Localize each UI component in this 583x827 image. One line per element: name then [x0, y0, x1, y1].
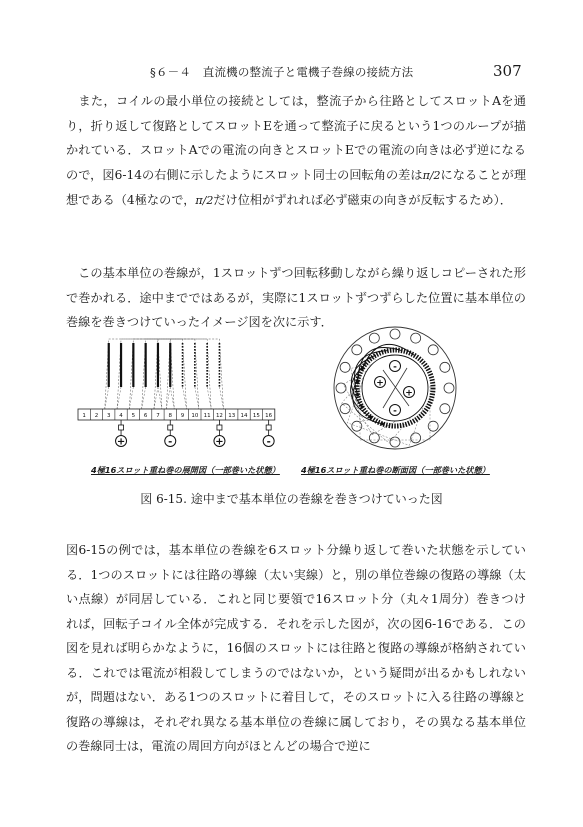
- polarity-sign: -: [266, 436, 271, 448]
- page-number: 307: [493, 62, 522, 80]
- conductor-dot: [380, 422, 383, 425]
- stator-pole: [428, 345, 438, 355]
- lead-wire: [183, 387, 187, 409]
- developed-view-caption: 4極16スロット重ね巻の展開図（一部巻いた状態）: [91, 465, 280, 475]
- fraction-pi-over-2: π/2: [422, 168, 441, 182]
- slot-number: 12: [215, 413, 223, 419]
- stator-pole: [336, 383, 346, 393]
- brush-icon: [119, 425, 124, 430]
- slot-number: 3: [107, 413, 111, 419]
- stator-pole: [428, 421, 438, 431]
- figure-caption: 図 6-15. 途中まで基本単位の巻線を巻きつけていった図: [140, 492, 443, 506]
- stator-pole: [390, 329, 400, 339]
- paragraph-1-part1: また，コイルの最小単位の接続としては，整流子から往路としてスロットAを通り，折り返して復路としてスロットEを通って整流子に戻るという1つのループが描かれている．スロットAでの電流の向きとスロットEでの電流の向きは必ず逆になるので，図6-14の右側に示したようにスロット同士の回転角の差は: [66, 94, 526, 182]
- cross-section-diagram: [334, 327, 456, 449]
- slot-number: 6: [143, 413, 148, 419]
- lead-wire: [158, 387, 162, 409]
- rotor-polarity-sign: -: [393, 406, 397, 417]
- stator-pole: [340, 362, 350, 372]
- slot-number: 4: [119, 413, 123, 419]
- cross-section-caption: 4極16スロット重ね巻の断面図（一部巻いた状態）: [301, 465, 490, 475]
- paragraph-2: この基本単位の巻線が，1スロットずつ回転移動しながら繰り返しコピーされた形で巻かれる．途中までではあるが，実際に1スロットずつずらした位置に基本単位の巻線を巻きつけていったイメージ図を次に示す．: [66, 266, 526, 329]
- developed-view-diagram: [78, 339, 275, 448]
- coil-loops: [105, 339, 224, 409]
- lead-wire: [207, 387, 211, 409]
- slot-number: 8: [168, 413, 172, 419]
- rotor-polarity-sign: +: [376, 378, 384, 389]
- polarity-sign: +: [116, 436, 126, 448]
- brush-terminals: [116, 420, 275, 448]
- stator-pole: [352, 345, 362, 355]
- stator-pole: [444, 383, 454, 393]
- polarity-sign: +: [215, 436, 224, 448]
- paragraph-3: 図6-15の例では，基本単位の巻線を6スロット分繰り返して巻いた状態を示している．1つのスロットには往路の導線（太い実線）と，別の単位巻線の復路の導線（太い点線）が同居している．これと同じ要領で16スロット分（丸々1周分）巻きつければ，回転子コイル全体が完成する．それを示した図が，次の図6-16である．この図を見れば明らかなように，16個のスロットには往路と復路の導線が格納されている．これでは電流が相殺してしまうのではないか，という疑問が出るかもしれないが，問題はない．ある1つのスロットに着目して，そのスロットに入る往路の導線と復路の導線は，それぞれ異なる基本単位の巻線に属しており，その異なる基本単位の巻線同士は，電流の周回方向がほとんどの場合で逆に: [66, 543, 526, 753]
- slot-number: 1: [82, 413, 86, 419]
- brush-icon: [168, 425, 173, 430]
- stator-pole: [340, 404, 350, 414]
- conductor-dot: [360, 367, 363, 370]
- winding-figure: [70, 325, 520, 480]
- slot-number: 5: [131, 413, 136, 419]
- stator-pole: [411, 333, 421, 343]
- fraction-pi-over-2: π/2: [195, 194, 214, 207]
- conductor-dot: [360, 405, 363, 408]
- slot-number: 16: [265, 413, 273, 419]
- slot-number: 2: [94, 413, 99, 419]
- brush-icon: [217, 425, 222, 430]
- lead-wire: [195, 387, 199, 409]
- slot-number: 13: [228, 413, 236, 419]
- slot-number: 15: [252, 413, 260, 419]
- rotor-polarity-sign: +: [405, 388, 413, 399]
- stator-pole: [440, 362, 450, 372]
- stator-pole: [440, 404, 450, 414]
- stator-pole: [390, 437, 400, 447]
- section-title: §６－４ 直流機の整流子と電機子巻線の接続方法: [150, 65, 414, 79]
- slot-number: 9: [180, 413, 185, 419]
- slot-number: 7: [156, 413, 160, 419]
- stator-pole: [369, 433, 379, 443]
- polarity-sign: -: [168, 436, 173, 448]
- conductor-dot: [356, 380, 359, 383]
- running-header: [0, 62, 583, 80]
- lead-wire: [170, 387, 174, 409]
- paragraph-1: [66, 89, 526, 214]
- paragraph-1-part3: だけ位相がずれれば必ず磁束の向きが反転するため）．: [213, 193, 512, 207]
- rotor-polarity-sign: -: [393, 362, 397, 373]
- slot-number: 11: [203, 413, 211, 419]
- stator-pole: [369, 333, 379, 343]
- conductor-dot: [356, 393, 359, 396]
- slot-number: 10: [191, 413, 199, 419]
- conductor-dot: [369, 416, 372, 419]
- paragraph-1-part2: になることが理想である（4極なので，: [66, 167, 527, 207]
- brush-icon: [266, 425, 271, 430]
- slot-number-bar: [78, 409, 275, 420]
- lead-wire: [219, 387, 223, 409]
- slot-number: 14: [240, 413, 248, 419]
